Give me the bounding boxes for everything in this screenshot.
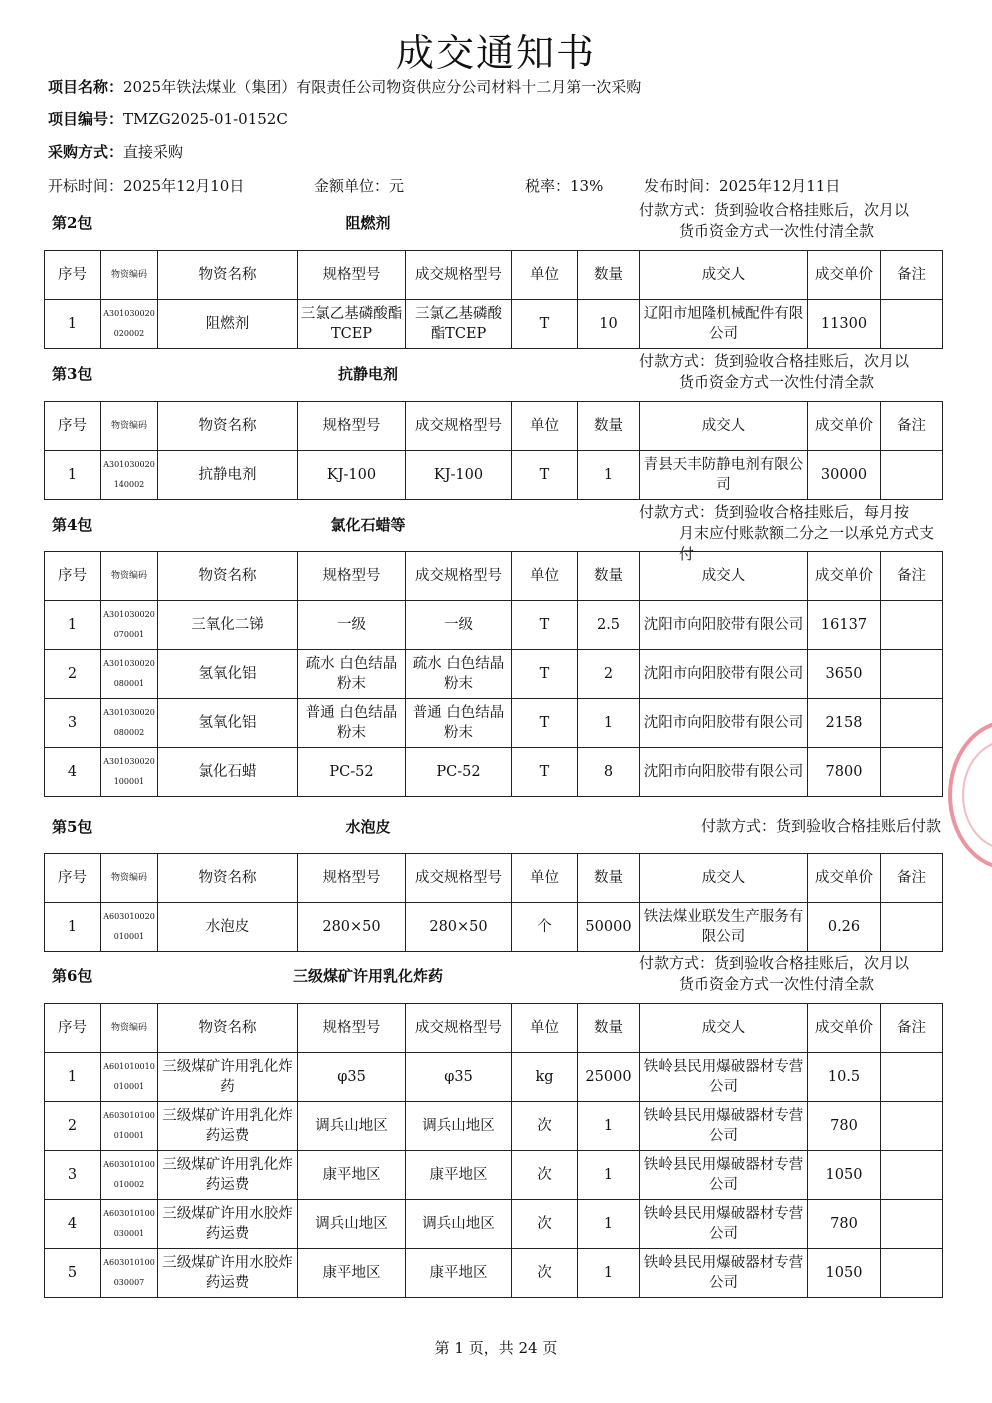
cell-name: 氯化石蜡 bbox=[158, 748, 298, 797]
column-header: 成交人 bbox=[640, 854, 808, 903]
package-table bbox=[44, 250, 943, 349]
table-row bbox=[45, 1249, 943, 1298]
cell-qty: 1 bbox=[578, 699, 640, 748]
cell-deal_spec: 疏水 白色结晶粉末 bbox=[406, 650, 512, 699]
cell-name: 三级煤矿许用乳化炸药 bbox=[158, 1053, 298, 1102]
payment-terms-line2: 月末应付账款额二分之一以承兑方式支付 bbox=[679, 524, 935, 563]
cell-code: A603010020010001 bbox=[101, 903, 158, 952]
cell-seq: 3 bbox=[45, 1151, 101, 1200]
column-header: 备注 bbox=[881, 552, 943, 601]
cell-code: A301030020070001 bbox=[101, 601, 158, 650]
table-row bbox=[45, 300, 943, 349]
cell-name: 三级煤矿许用乳化炸药运费 bbox=[158, 1102, 298, 1151]
cell-deal_spec: KJ-100 bbox=[406, 451, 512, 500]
cell-note bbox=[881, 601, 943, 650]
column-header: 物资编码 bbox=[101, 552, 158, 601]
cell-seq: 1 bbox=[45, 300, 101, 349]
cell-seq: 5 bbox=[45, 1249, 101, 1298]
column-header: 物资编码 bbox=[101, 251, 158, 300]
page-footer: 第 1 页，共 24 页 bbox=[434, 1339, 558, 1357]
cell-price: 30000 bbox=[808, 451, 881, 500]
table-row bbox=[45, 1200, 943, 1249]
column-header: 备注 bbox=[881, 251, 943, 300]
package-number: 第6包 bbox=[52, 967, 93, 985]
cell-seq: 4 bbox=[45, 1200, 101, 1249]
cell-unit: T bbox=[512, 748, 578, 797]
amount-unit: 金额单位：元 bbox=[314, 177, 405, 195]
column-header: 规格型号 bbox=[298, 1004, 406, 1053]
cell-qty: 1 bbox=[578, 1200, 640, 1249]
table-row bbox=[45, 451, 943, 500]
cell-unit: T bbox=[512, 300, 578, 349]
cell-name: 氢氧化铝 bbox=[158, 699, 298, 748]
cell-name: 抗静电剂 bbox=[158, 451, 298, 500]
column-header: 规格型号 bbox=[298, 552, 406, 601]
cell-note bbox=[881, 1053, 943, 1102]
cell-price: 3650 bbox=[808, 650, 881, 699]
cell-qty: 2 bbox=[578, 650, 640, 699]
page-title: 成交通知书 bbox=[395, 31, 596, 75]
package-name: 氯化石蜡等 bbox=[330, 516, 406, 534]
cell-seq: 1 bbox=[45, 1053, 101, 1102]
cell-note bbox=[881, 650, 943, 699]
cell-deal_spec: 普通 白色结晶粉末 bbox=[406, 699, 512, 748]
method-label: 采购方式： bbox=[48, 143, 124, 161]
cell-unit: 个 bbox=[512, 903, 578, 952]
cell-seq: 2 bbox=[45, 1102, 101, 1151]
cell-name: 三级煤矿许用乳化炸药运费 bbox=[158, 1151, 298, 1200]
cell-spec: 一级 bbox=[298, 601, 406, 650]
cell-note bbox=[881, 1200, 943, 1249]
package-header bbox=[48, 201, 943, 248]
cell-deal_spec: 一级 bbox=[406, 601, 512, 650]
package-number: 第2包 bbox=[52, 214, 93, 232]
project-no-label: 项目编号： bbox=[48, 110, 124, 128]
project-name-line bbox=[48, 76, 641, 97]
open-time: 开标时间：2025年12月10日 bbox=[48, 177, 245, 195]
cell-winner: 沈阳市向阳胶带有限公司 bbox=[640, 601, 808, 650]
cell-spec: 疏水 白色结晶粉末 bbox=[298, 650, 406, 699]
cell-code: A603010100010001 bbox=[101, 1102, 158, 1151]
cell-code: A301030020080001 bbox=[101, 650, 158, 699]
cell-spec: 康平地区 bbox=[298, 1249, 406, 1298]
cell-deal_spec: 康平地区 bbox=[406, 1151, 512, 1200]
cell-note bbox=[881, 1249, 943, 1298]
column-header: 成交规格型号 bbox=[406, 552, 512, 601]
cell-winner: 沈阳市向阳胶带有限公司 bbox=[640, 650, 808, 699]
package-header bbox=[48, 352, 943, 399]
payment-terms bbox=[639, 200, 941, 242]
cell-qty: 1 bbox=[578, 1102, 640, 1151]
cell-code: A603010100030001 bbox=[101, 1200, 158, 1249]
cell-unit: T bbox=[512, 451, 578, 500]
cell-unit: 次 bbox=[512, 1151, 578, 1200]
project-name-label: 项目名称： bbox=[48, 78, 124, 96]
package-name: 抗静电剂 bbox=[337, 365, 398, 383]
cell-price: 7800 bbox=[808, 748, 881, 797]
method-line bbox=[48, 141, 183, 162]
cell-note bbox=[881, 1151, 943, 1200]
column-header: 数量 bbox=[578, 251, 640, 300]
payment-terms-line1: 付款方式：货到验收合格挂账后，次月以 bbox=[639, 201, 910, 219]
cell-price: 1050 bbox=[808, 1151, 881, 1200]
table-header-row bbox=[45, 1004, 943, 1053]
cell-seq: 1 bbox=[45, 601, 101, 650]
cell-winner: 铁岭县民用爆破器材专营公司 bbox=[640, 1053, 808, 1102]
tax-rate: 税率：13% bbox=[525, 177, 604, 195]
payment-terms-line1: 付款方式：货到验收合格挂账后，每月按 bbox=[639, 503, 910, 521]
cell-code: A301030020080002 bbox=[101, 699, 158, 748]
cell-qty: 2.5 bbox=[578, 601, 640, 650]
table-row bbox=[45, 650, 943, 699]
package-name: 三级煤矿许用乳化炸药 bbox=[292, 967, 443, 985]
cell-unit: T bbox=[512, 601, 578, 650]
cell-name: 三级煤矿许用水胶炸药运费 bbox=[158, 1249, 298, 1298]
table-row bbox=[45, 1151, 943, 1200]
cell-deal_spec: 调兵山地区 bbox=[406, 1102, 512, 1151]
column-header: 物资编码 bbox=[101, 854, 158, 903]
package-table bbox=[44, 401, 943, 500]
cell-spec: 康平地区 bbox=[298, 1151, 406, 1200]
column-header: 备注 bbox=[881, 854, 943, 903]
column-header: 物资名称 bbox=[158, 552, 298, 601]
cell-price: 1050 bbox=[808, 1249, 881, 1298]
package-table bbox=[44, 551, 943, 797]
column-header: 成交规格型号 bbox=[406, 1004, 512, 1053]
cell-deal_spec: φ35 bbox=[406, 1053, 512, 1102]
column-header: 成交规格型号 bbox=[406, 854, 512, 903]
cell-deal_spec: 三氯乙基磷酸酯TCEP bbox=[406, 300, 512, 349]
cell-note bbox=[881, 903, 943, 952]
cell-unit: T bbox=[512, 699, 578, 748]
column-header: 成交单价 bbox=[808, 402, 881, 451]
method: 直接采购 bbox=[123, 143, 184, 161]
column-header: 单位 bbox=[512, 552, 578, 601]
package-name: 水泡皮 bbox=[345, 818, 391, 836]
cell-winner: 沈阳市向阳胶带有限公司 bbox=[640, 748, 808, 797]
package-number: 第3包 bbox=[52, 365, 93, 383]
column-header: 序号 bbox=[45, 1004, 101, 1053]
cell-unit: kg bbox=[512, 1053, 578, 1102]
project-no: TMZG2025-01-0152C bbox=[123, 110, 288, 128]
table-row bbox=[45, 748, 943, 797]
column-header: 序号 bbox=[45, 402, 101, 451]
cell-deal_spec: 280×50 bbox=[406, 903, 512, 952]
payment-terms-line2: 货币资金方式一次性付清全款 bbox=[679, 373, 875, 391]
cell-seq: 1 bbox=[45, 903, 101, 952]
column-header: 成交规格型号 bbox=[406, 251, 512, 300]
column-header: 数量 bbox=[578, 1004, 640, 1053]
package-header bbox=[48, 812, 943, 852]
table-header-row bbox=[45, 251, 943, 300]
column-header: 单位 bbox=[512, 1004, 578, 1053]
cell-name: 氢氧化铝 bbox=[158, 650, 298, 699]
cell-qty: 8 bbox=[578, 748, 640, 797]
cell-price: 780 bbox=[808, 1200, 881, 1249]
cell-name: 阻燃剂 bbox=[158, 300, 298, 349]
publish-time: 发布时间：2025年12月11日 bbox=[644, 177, 841, 195]
column-header: 规格型号 bbox=[298, 854, 406, 903]
cell-unit: 次 bbox=[512, 1249, 578, 1298]
cell-qty: 1 bbox=[578, 451, 640, 500]
column-header: 物资名称 bbox=[158, 402, 298, 451]
cell-qty: 50000 bbox=[578, 903, 640, 952]
cell-qty: 1 bbox=[578, 1249, 640, 1298]
cell-winner: 铁岭县民用爆破器材专营公司 bbox=[640, 1102, 808, 1151]
cell-qty: 1 bbox=[578, 1151, 640, 1200]
cell-name: 水泡皮 bbox=[158, 903, 298, 952]
cell-spec: 调兵山地区 bbox=[298, 1200, 406, 1249]
column-header: 规格型号 bbox=[298, 251, 406, 300]
column-header: 单位 bbox=[512, 854, 578, 903]
cell-winner: 铁岭县民用爆破器材专营公司 bbox=[640, 1200, 808, 1249]
column-header: 成交单价 bbox=[808, 854, 881, 903]
cell-unit: 次 bbox=[512, 1102, 578, 1151]
cell-code: A601010010010001 bbox=[101, 1053, 158, 1102]
column-header: 成交单价 bbox=[808, 251, 881, 300]
column-header: 序号 bbox=[45, 251, 101, 300]
cell-price: 2158 bbox=[808, 699, 881, 748]
column-header: 单位 bbox=[512, 402, 578, 451]
payment-terms-line1: 付款方式：货到验收合格挂账后，次月以 bbox=[639, 954, 910, 972]
cell-seq: 2 bbox=[45, 650, 101, 699]
column-header: 备注 bbox=[881, 402, 943, 451]
cell-qty: 10 bbox=[578, 300, 640, 349]
cell-spec: 280×50 bbox=[298, 903, 406, 952]
cell-note bbox=[881, 300, 943, 349]
cell-code: A603010100010002 bbox=[101, 1151, 158, 1200]
column-header: 物资名称 bbox=[158, 1004, 298, 1053]
package-table bbox=[44, 1003, 943, 1298]
cell-note bbox=[881, 1102, 943, 1151]
table-header-row bbox=[45, 552, 943, 601]
column-header: 成交人 bbox=[640, 251, 808, 300]
cell-seq: 4 bbox=[45, 748, 101, 797]
payment-terms bbox=[639, 351, 941, 393]
package-name: 阻燃剂 bbox=[345, 214, 391, 232]
table-header-row bbox=[45, 402, 943, 451]
payment-terms bbox=[639, 953, 941, 995]
cell-winner: 沈阳市向阳胶带有限公司 bbox=[640, 699, 808, 748]
cell-price: 780 bbox=[808, 1102, 881, 1151]
cell-spec: 三氯乙基磷酸酯TCEP bbox=[298, 300, 406, 349]
table-row bbox=[45, 601, 943, 650]
package-header bbox=[48, 954, 943, 1001]
project-name: 2025年铁法煤业（集团）有限责任公司物资供应分公司材料十二月第一次采购 bbox=[123, 78, 642, 96]
cell-qty: 25000 bbox=[578, 1053, 640, 1102]
cell-note bbox=[881, 699, 943, 748]
cell-note bbox=[881, 451, 943, 500]
cell-spec: KJ-100 bbox=[298, 451, 406, 500]
cell-note bbox=[881, 748, 943, 797]
table-row bbox=[45, 903, 943, 952]
cell-code: A301030020140002 bbox=[101, 451, 158, 500]
cell-unit: T bbox=[512, 650, 578, 699]
column-header: 规格型号 bbox=[298, 402, 406, 451]
column-header: 数量 bbox=[578, 402, 640, 451]
table-row bbox=[45, 1053, 943, 1102]
cell-spec: 调兵山地区 bbox=[298, 1102, 406, 1151]
column-header: 数量 bbox=[578, 854, 640, 903]
cell-deal_spec: PC-52 bbox=[406, 748, 512, 797]
column-header: 物资名称 bbox=[158, 854, 298, 903]
cell-name: 三氧化二锑 bbox=[158, 601, 298, 650]
column-header: 成交人 bbox=[640, 552, 808, 601]
table-row bbox=[45, 1102, 943, 1151]
column-header: 成交规格型号 bbox=[406, 402, 512, 451]
payment-terms bbox=[701, 816, 941, 837]
cell-price: 10.5 bbox=[808, 1053, 881, 1102]
cell-unit: 次 bbox=[512, 1200, 578, 1249]
cell-seq: 1 bbox=[45, 451, 101, 500]
column-header: 数量 bbox=[578, 552, 640, 601]
cell-price: 16137 bbox=[808, 601, 881, 650]
cell-price: 11300 bbox=[808, 300, 881, 349]
cell-code: A301030020020002 bbox=[101, 300, 158, 349]
column-header: 物资编码 bbox=[101, 402, 158, 451]
table-row bbox=[45, 699, 943, 748]
package-header bbox=[48, 503, 943, 563]
cell-deal_spec: 调兵山地区 bbox=[406, 1200, 512, 1249]
cell-winner: 青县天丰防静电剂有限公司 bbox=[640, 451, 808, 500]
project-no-line bbox=[48, 108, 288, 129]
cell-winner: 铁法煤业联发生产服务有限公司 bbox=[640, 903, 808, 952]
cell-name: 三级煤矿许用水胶炸药运费 bbox=[158, 1200, 298, 1249]
payment-terms-line2: 货币资金方式一次性付清全款 bbox=[679, 222, 875, 240]
column-header: 备注 bbox=[881, 1004, 943, 1053]
column-header: 单位 bbox=[512, 251, 578, 300]
cell-seq: 3 bbox=[45, 699, 101, 748]
payment-terms-line2: 货币资金方式一次性付清全款 bbox=[679, 975, 875, 993]
package-number: 第5包 bbox=[52, 818, 93, 836]
column-header: 物资编码 bbox=[101, 1004, 158, 1053]
column-header: 成交人 bbox=[640, 1004, 808, 1053]
package-number: 第4包 bbox=[52, 516, 93, 534]
cell-code: A301030020100001 bbox=[101, 748, 158, 797]
cell-spec: 普通 白色结晶粉末 bbox=[298, 699, 406, 748]
cell-price: 0.26 bbox=[808, 903, 881, 952]
column-header: 成交人 bbox=[640, 402, 808, 451]
column-header: 序号 bbox=[45, 552, 101, 601]
cell-spec: PC-52 bbox=[298, 748, 406, 797]
cell-winner: 铁岭县民用爆破器材专营公司 bbox=[640, 1249, 808, 1298]
table-header-row bbox=[45, 854, 943, 903]
payment-terms-line1: 付款方式：货到验收合格挂账后，次月以 bbox=[639, 352, 910, 370]
cell-code: A603010100030007 bbox=[101, 1249, 158, 1298]
payment-terms-line1: 付款方式：货到验收合格挂账后付款 bbox=[700, 817, 941, 835]
cell-spec: φ35 bbox=[298, 1053, 406, 1102]
package-table bbox=[44, 853, 943, 952]
column-header: 成交单价 bbox=[808, 552, 881, 601]
column-header: 序号 bbox=[45, 854, 101, 903]
column-header: 物资名称 bbox=[158, 251, 298, 300]
column-header: 成交单价 bbox=[808, 1004, 881, 1053]
cell-winner: 辽阳市旭隆机械配件有限公司 bbox=[640, 300, 808, 349]
cell-deal_spec: 康平地区 bbox=[406, 1249, 512, 1298]
cell-winner: 铁岭县民用爆破器材专营公司 bbox=[640, 1151, 808, 1200]
